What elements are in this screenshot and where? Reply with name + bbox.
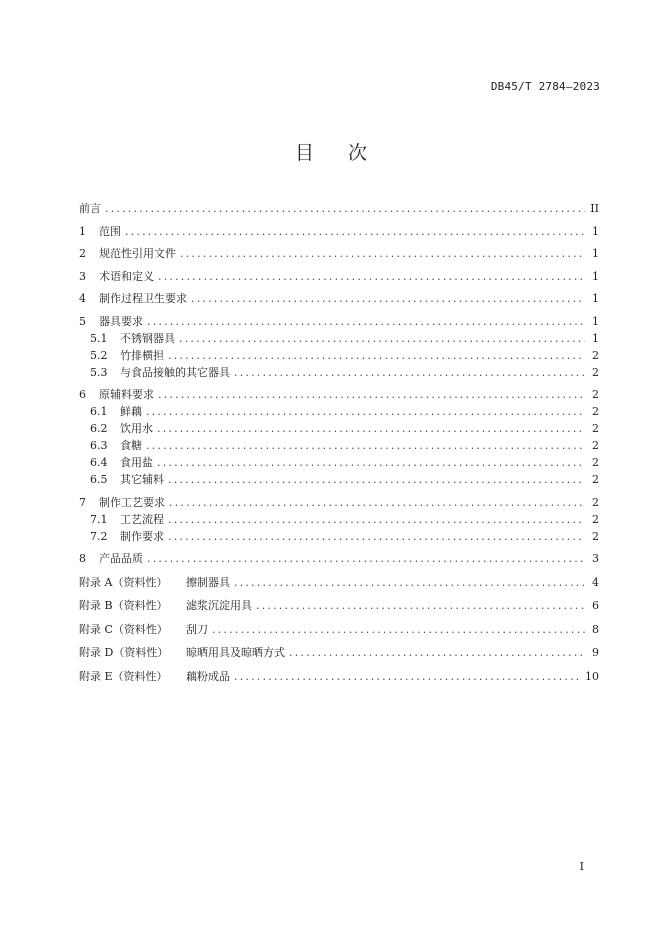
table-of-contents (79, 200, 599, 685)
footer-page-number: I (579, 860, 584, 873)
toc-entry-page: 2 (592, 348, 599, 362)
toc-entry-page: 2 (592, 456, 599, 469)
toc-entry[interactable] (79, 597, 599, 614)
toc-entry-number: 6.1 (90, 405, 108, 418)
toc-entry-number: 1 (79, 224, 86, 238)
toc-entry-page: 9 (592, 646, 599, 659)
toc-entry-label: 产品品质 (99, 552, 143, 565)
toc-entry-label: 范围 (99, 224, 121, 238)
toc-entry-label: 食糖 (120, 439, 142, 452)
toc-entry-page: 2 (592, 422, 599, 435)
toc-entry[interactable] (79, 550, 599, 567)
toc-entry-page: 8 (592, 622, 599, 636)
toc-entry[interactable] (79, 471, 599, 488)
toc-leader-dots (256, 597, 585, 614)
toc-entry[interactable] (79, 347, 599, 364)
toc-entry-label: 器具要求 (99, 314, 143, 328)
toc-entry-page: 4 (592, 575, 599, 589)
toc-entry[interactable] (79, 494, 599, 511)
toc-leader-dots (158, 268, 585, 285)
toc-entry-page: II (590, 202, 599, 215)
toc-entry-page: 2 (592, 388, 599, 401)
toc-entry-page: 1 (592, 224, 599, 238)
toc-entry-label: 原辅料要求 (99, 388, 154, 401)
toc-entry[interactable] (79, 420, 599, 437)
toc-entry-label: 前言 (79, 202, 101, 215)
toc-entry-page: 1 (592, 292, 599, 305)
toc-entry-label: 不锈钢器具 (120, 331, 175, 345)
toc-entry-number: 6.3 (90, 439, 108, 452)
toc-entry-number: 6.4 (90, 456, 108, 469)
toc-entry-label: 刮刀 (186, 622, 208, 636)
toc-entry[interactable] (79, 223, 599, 240)
toc-entry-number: 7.1 (90, 512, 108, 526)
toc-entry-page: 2 (592, 529, 599, 543)
toc-entry-number: 5 (79, 314, 86, 328)
toc-entry-number: 5.2 (90, 348, 108, 362)
toc-entry-label: 饮用水 (120, 422, 153, 435)
toc-entry-number: 附录 E（资料性） (79, 669, 168, 683)
toc-entry-label: 与食品接触的其它器具 (120, 365, 230, 379)
toc-leader-dots (146, 437, 585, 454)
toc-leader-dots (234, 574, 585, 591)
toc-leader-dots (157, 420, 585, 437)
toc-entry-number: 7.2 (90, 529, 108, 543)
toc-leader-dots (212, 621, 585, 638)
toc-leader-dots (289, 644, 585, 661)
toc-entry-page: 2 (592, 473, 599, 486)
toc-entry-label: 工艺流程 (120, 512, 164, 526)
toc-entry[interactable] (79, 528, 599, 545)
toc-entry-label: 制作工艺要求 (99, 495, 165, 509)
toc-entry-label: 藕粉成品 (186, 669, 230, 683)
toc-entry-label: 竹排横担 (120, 348, 164, 362)
toc-entry[interactable] (79, 511, 599, 528)
toc-leader-dots (168, 528, 585, 545)
toc-entry-page: 2 (592, 512, 599, 526)
toc-entry-label: 晾晒用具及晾晒方式 (186, 646, 285, 659)
toc-leader-dots (234, 364, 585, 381)
toc-entry[interactable] (79, 330, 599, 347)
toc-entry-page: 1 (592, 331, 599, 345)
toc-entry-number: 附录 C（资料性） (79, 622, 168, 636)
toc-entry-page: 1 (592, 269, 599, 283)
toc-entry-label: 制作要求 (120, 529, 164, 543)
toc-entry[interactable] (79, 364, 599, 381)
toc-entry-number: 8 (79, 552, 86, 565)
toc-title-part1: 目 (294, 142, 314, 164)
toc-leader-dots (158, 386, 585, 403)
toc-entry-label: 术语和定义 (99, 269, 154, 283)
toc-entry-number: 附录 D（资料性） (79, 646, 169, 659)
toc-entry[interactable] (79, 386, 599, 403)
toc-entry-number: 6 (79, 388, 86, 401)
toc-leader-dots (146, 403, 585, 420)
toc-entry-page: 6 (592, 599, 599, 612)
toc-entry[interactable] (79, 245, 599, 262)
toc-leader-dots (147, 550, 585, 567)
toc-entry-page: 2 (592, 365, 599, 379)
toc-leader-dots (191, 290, 585, 307)
toc-entry[interactable] (79, 437, 599, 454)
toc-title-part2: 次 (348, 142, 368, 164)
toc-entry-label: 其它辅料 (120, 473, 164, 486)
toc-entry-page: 3 (592, 552, 599, 565)
toc-entry-page: 2 (592, 495, 599, 509)
toc-entry-number: 6.5 (90, 473, 108, 486)
toc-entry-label: 制作过程卫生要求 (99, 292, 187, 305)
toc-entry[interactable] (79, 403, 599, 420)
toc-entry-number: 附录 A（资料性） (79, 575, 168, 589)
document-code: DB45/T 2784—2023 (490, 80, 600, 93)
toc-leader-dots (168, 347, 585, 364)
toc-entry-page: 2 (592, 439, 599, 452)
toc-entry[interactable] (79, 574, 599, 591)
toc-entry[interactable] (79, 454, 599, 471)
toc-leader-dots (105, 200, 585, 217)
toc-leader-dots (234, 668, 581, 685)
toc-entry-page: 1 (592, 247, 599, 260)
toc-entry-page: 2 (592, 405, 599, 418)
toc-entry-number: 4 (79, 292, 86, 305)
toc-entry-label: 滤浆沉淀用具 (186, 599, 252, 612)
toc-entry-number: 3 (79, 269, 86, 283)
toc-entry-label: 规范性引用文件 (99, 247, 176, 260)
toc-leader-dots (168, 471, 585, 488)
toc-leader-dots (168, 511, 585, 528)
toc-leader-dots (179, 330, 585, 347)
toc-leader-dots (180, 245, 585, 262)
toc-entry-number: 2 (79, 247, 86, 260)
toc-entry-number: 附录 B（资料性） (79, 599, 168, 612)
toc-entry[interactable] (79, 290, 599, 307)
toc-entry[interactable] (79, 268, 599, 285)
toc-entry[interactable] (79, 621, 599, 638)
toc-entry-number: 5.1 (90, 331, 108, 345)
toc-entry-label: 鲜藕 (120, 405, 142, 418)
toc-entry-page: 1 (592, 314, 599, 328)
toc-leader-dots (125, 223, 585, 240)
toc-entry[interactable] (79, 313, 599, 330)
toc-entry[interactable] (79, 200, 599, 217)
toc-leader-dots (147, 313, 585, 330)
toc-entry[interactable] (79, 668, 599, 685)
toc-entry-number: 7 (79, 495, 86, 509)
toc-leader-dots (169, 494, 585, 511)
toc-title (0, 138, 662, 165)
toc-entry-label: 食用盐 (120, 456, 153, 469)
toc-entry-number: 5.3 (90, 365, 108, 379)
toc-leader-dots (157, 454, 585, 471)
toc-entry-page: 10 (585, 669, 599, 683)
toc-entry-label: 擦制器具 (186, 575, 230, 589)
toc-entry-number: 6.2 (90, 422, 108, 435)
toc-entry[interactable] (79, 644, 599, 661)
